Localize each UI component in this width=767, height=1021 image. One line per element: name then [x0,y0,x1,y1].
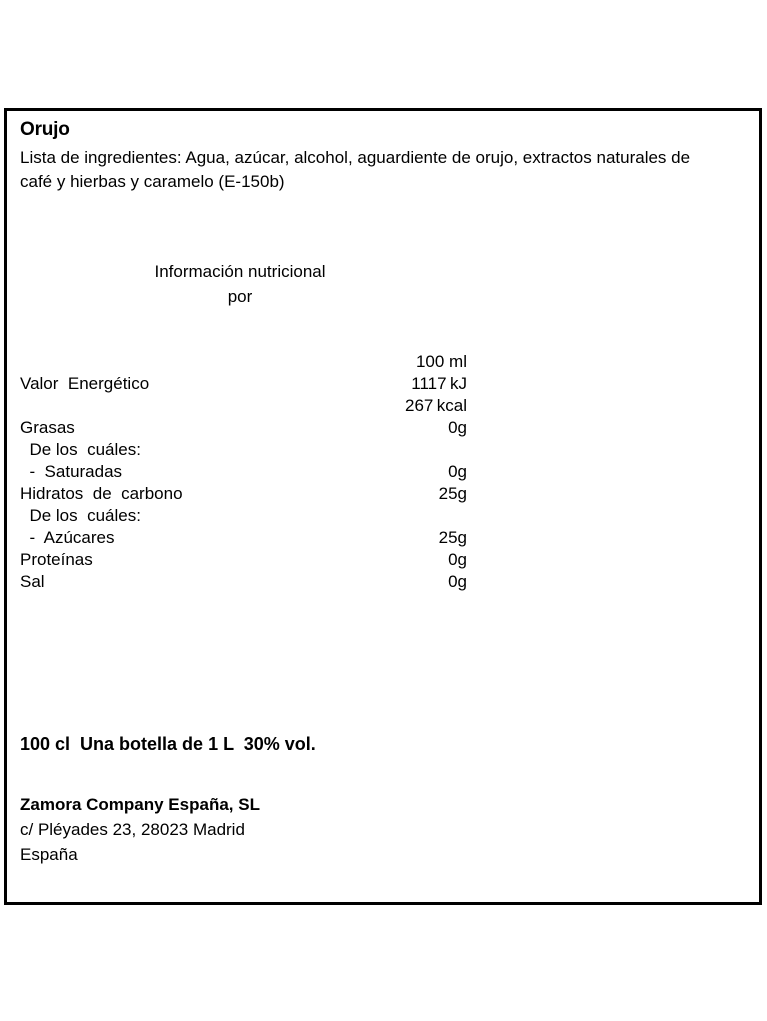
nutrient-label: Valor Energético [20,374,150,393]
table-row [20,395,467,417]
nutrient-value [330,505,467,527]
label-header [20,117,749,194]
nutrient-label: Sal [20,572,45,591]
nutrient-value: 0g [448,550,467,569]
page-title: Orujo [20,119,70,140]
table-row [20,439,467,461]
table-row [20,461,467,483]
nutrient-label: Hidratos de carbono [20,484,183,503]
nutrient-label: Grasas [20,418,75,437]
table-row [20,571,467,593]
volume-and-abv: 100 cl Una botella de 1 L 30% vol. [20,734,316,754]
nutrient-value [330,439,467,461]
serving-basis-value: 100 ml [415,352,467,371]
table-row [20,483,467,505]
nutrient-value: 0g [448,462,467,481]
table-row [20,549,467,571]
nutrient-value: 0g [448,572,467,591]
ingredients-list: Lista de ingredientes: Agua, azúcar, alcohol, aguardiente de orujo, extractos naturales de café y hierbas y caramelo (E-150b) [20,148,691,191]
nutrition-heading-sub: por [227,287,253,306]
nutrition-heading [20,259,460,309]
nutrient-label [20,395,330,417]
nutrient-label: - Azúcares [20,528,115,547]
nutrient-label: De los cuáles: [20,506,141,525]
nutrient-value: 267 kcal [405,396,467,415]
table-row [20,373,467,395]
label-footer [20,732,720,867]
company-country: España [20,845,78,864]
nutrition-table-body [20,351,467,593]
nutrient-label: Proteínas [20,550,93,569]
table-row [20,417,467,439]
nutrition-information-section [20,259,750,593]
nutrition-label-frame [4,108,762,905]
nutrition-heading-main: Información nutricional [154,262,326,281]
table-row [20,527,467,549]
table-row [20,505,467,527]
table-row-serving-basis [20,351,467,373]
nutrient-value: 25g [438,484,467,503]
serving-basis-label [20,351,330,373]
nutrition-table [20,351,467,593]
nutrient-value: 0g [448,418,467,437]
nutrient-value: 25g [438,528,467,547]
company-name: Zamora Company España, SL [20,795,260,814]
company-address: c/ Pléyades 23, 28023 Madrid [20,820,245,839]
nutrient-label: - Saturadas [20,462,123,481]
nutrient-value: 1117 kJ [411,374,467,393]
nutrient-label: De los cuáles: [20,440,141,459]
